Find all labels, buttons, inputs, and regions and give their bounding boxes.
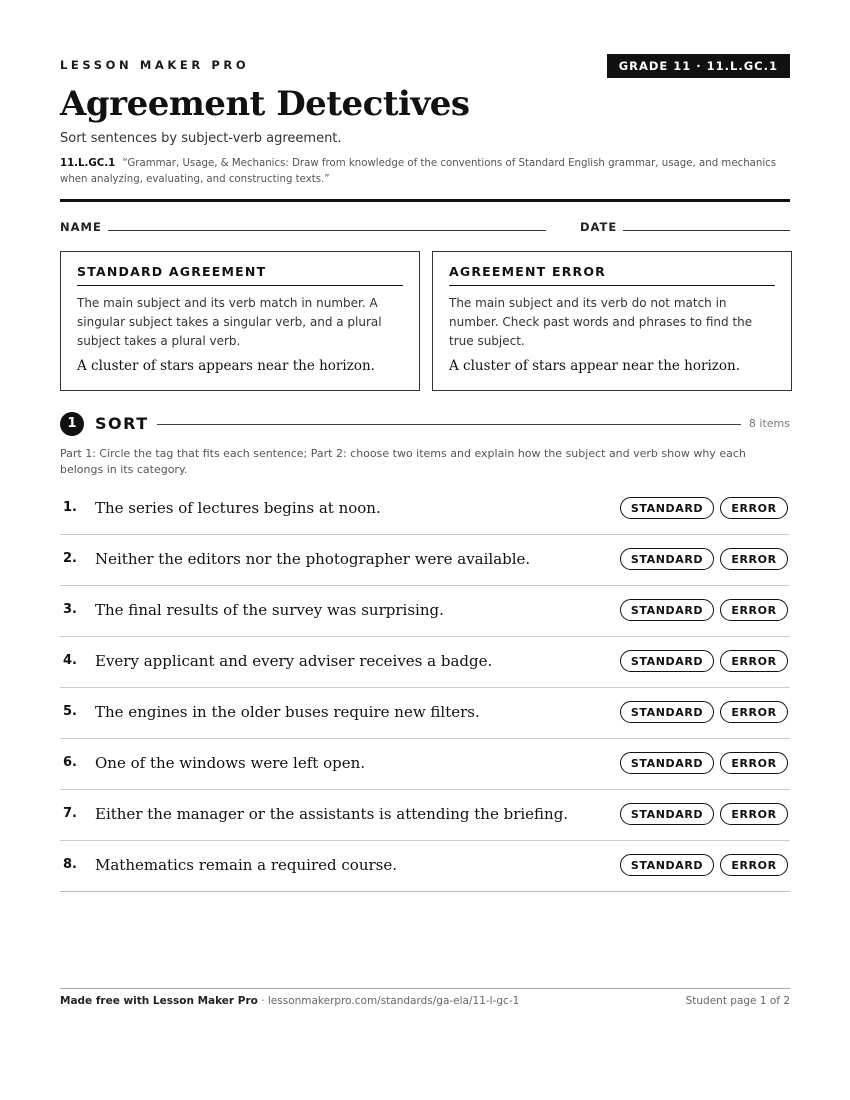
standard-tag[interactable]: STANDARD [620, 497, 714, 519]
item-number: 8. [63, 857, 77, 872]
standard-tag[interactable]: STANDARD [620, 803, 714, 825]
name-field[interactable] [108, 230, 546, 231]
item-number: 5. [63, 704, 77, 719]
item-sentence: One of the windows were left open. [95, 754, 366, 772]
page-title: Agreement Detectives [60, 84, 470, 124]
standard-agreement-box [60, 251, 420, 391]
item-sentence: Either the manager or the assistants is attending the briefing. [95, 805, 569, 823]
list-item [60, 688, 790, 739]
standard-box-title: STANDARD AGREEMENT [77, 264, 403, 286]
item-number: 7. [63, 806, 77, 821]
standard-tag[interactable]: STANDARD [620, 854, 714, 876]
item-sentence: The series of lectures begins at noon. [95, 499, 381, 517]
error-tag[interactable]: ERROR [720, 650, 788, 672]
header-divider [60, 199, 790, 202]
item-number: 4. [63, 653, 77, 668]
standard-text: “Grammar, Usage, & Mechanics: Draw from knowledge of the conventions of Standard English grammar, usage, and mechanics when analyzing, evaluating, and constructing texts.” [60, 158, 777, 185]
standard-tag[interactable]: STANDARD [620, 548, 714, 570]
item-sentence: The final results of the survey was surprising. [95, 601, 444, 619]
item-sentence: The engines in the older buses require new filters. [95, 703, 480, 721]
section-divider [157, 424, 741, 425]
list-item [60, 790, 790, 841]
date-label: DATE [580, 220, 618, 234]
item-number: 3. [63, 602, 77, 617]
list-item [60, 637, 790, 688]
list-item [60, 586, 790, 637]
list-item [60, 484, 790, 535]
standard-tag[interactable]: STANDARD [620, 701, 714, 723]
footer-credit [60, 995, 519, 1007]
error-tag[interactable]: ERROR [720, 599, 788, 621]
error-tag[interactable]: ERROR [720, 497, 788, 519]
standard-tag[interactable]: STANDARD [620, 650, 714, 672]
error-box-example: A cluster of stars appear near the horizon. [449, 358, 741, 374]
page-subtitle: Sort sentences by subject-verb agreement. [60, 131, 342, 146]
error-tag[interactable]: ERROR [720, 854, 788, 876]
item-number: 6. [63, 755, 77, 770]
item-sentence: Every applicant and every adviser receives a badge. [95, 652, 493, 670]
item-sentence: Mathematics remain a required course. [95, 856, 398, 874]
standard-box-description: The main subject and its verb match in number. A singular subject takes a singular verb, and a plural subject takes a plural verb. [77, 296, 382, 348]
agreement-error-box [432, 251, 792, 391]
grade-badge: GRADE 11 · 11.L.GC.1 [607, 54, 790, 78]
error-box-title: AGREEMENT ERROR [449, 264, 775, 286]
footer-made-with: Made free with Lesson Maker Pro [60, 995, 258, 1007]
section-title: SORT [95, 414, 149, 433]
error-box-description: The main subject and its verb do not match in number. Check past words and phrases to find the true subject. [449, 296, 753, 348]
section-number-badge: 1 [60, 412, 84, 436]
section-instructions: Part 1: Circle the tag that fits each sentence; Part 2: choose two items and explain how the subject and verb show why each belongs in its category. [60, 447, 746, 476]
brand-name: LESSON MAKER PRO [60, 58, 250, 72]
name-label: NAME [60, 220, 102, 234]
standard-tag[interactable]: STANDARD [620, 752, 714, 774]
item-number: 2. [63, 551, 77, 566]
standard-description [60, 156, 790, 188]
list-item [60, 535, 790, 586]
error-tag[interactable]: ERROR [720, 803, 788, 825]
standard-code: 11.L.GC.1 [60, 158, 116, 169]
error-tag[interactable]: ERROR [720, 548, 788, 570]
standard-tag[interactable]: STANDARD [620, 599, 714, 621]
footer-page-number: Student page 1 of 2 [685, 995, 790, 1007]
date-field[interactable] [623, 230, 790, 231]
item-sentence: Neither the editors nor the photographer were available. [95, 550, 531, 568]
section-header [60, 412, 790, 436]
sentence-list [60, 484, 790, 892]
footer-url: · lessonmakerpro.com/standards/ga-ela/11-l-gc-1 [257, 995, 520, 1007]
footer-divider [60, 988, 790, 989]
name-date-row [60, 220, 790, 236]
section-item-count: 8 items [748, 417, 790, 430]
standard-box-example: A cluster of stars appears near the horizon. [77, 358, 375, 374]
error-tag[interactable]: ERROR [720, 752, 788, 774]
list-item [60, 841, 790, 892]
list-item [60, 739, 790, 790]
item-number: 1. [63, 500, 77, 515]
error-tag[interactable]: ERROR [720, 701, 788, 723]
